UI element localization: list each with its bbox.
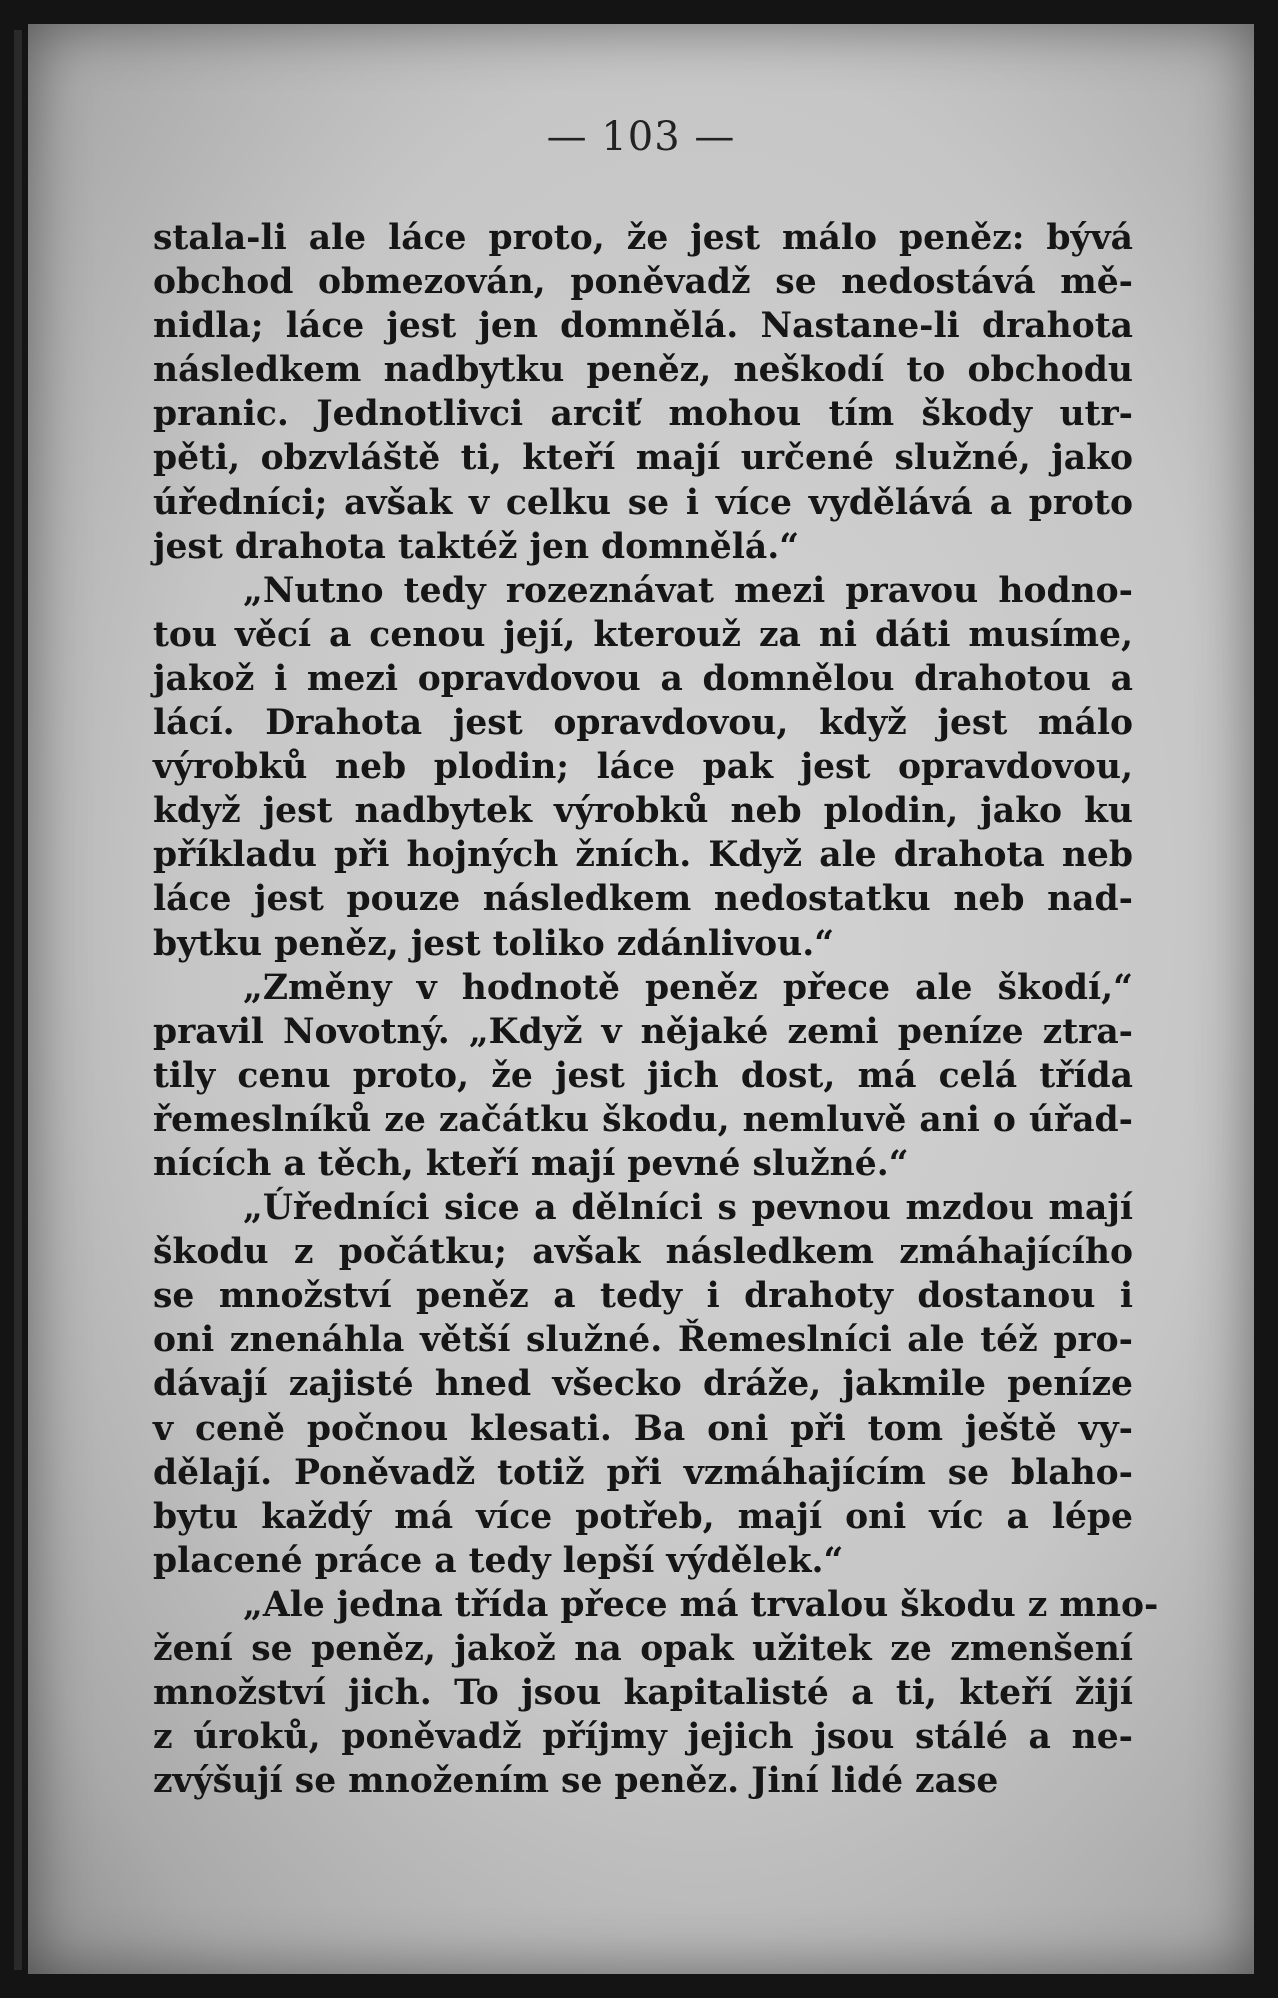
text-line: z úroků, poněvadž příjmy jejich jsou stálé a ne- bbox=[153, 1717, 1133, 1758]
text-line: pravil Novotný. „Když v nějaké zemi peníze ztra- bbox=[153, 1011, 1133, 1052]
page-number: — 103 — bbox=[546, 114, 736, 160]
text-line: nidla; láce jest jen domnělá. Nastane-li drahota bbox=[153, 306, 1133, 347]
text-line: škodu z počátku; avšak následkem zmáhajícího bbox=[153, 1232, 1133, 1273]
text-line: úředníci; avšak v celku se i více vydělává a proto bbox=[153, 482, 1133, 523]
text-line: „Změny v hodnotě peněz přece ale škodí,“ bbox=[243, 967, 1133, 1008]
text-line: placené práce a tedy lepší výdělek.“ bbox=[153, 1540, 844, 1581]
text-line: „Ale jedna třída přece má trvalou škodu z mno- bbox=[243, 1584, 1159, 1625]
text-line: řemeslníků ze začátku škodu, nemluvě ani o úřad- bbox=[153, 1099, 1133, 1140]
text-line: jakož i mezi opravdovou a domnělou drahotou a bbox=[153, 658, 1133, 699]
text-line: se množství peněz a tedy i drahoty dostanou i bbox=[153, 1276, 1133, 1317]
text-line: výrobků neb plodin; láce pak jest opravdovou, bbox=[153, 747, 1133, 788]
text-line: oni znenáhla větší služné. Řemeslníci ale též pro- bbox=[153, 1320, 1133, 1361]
text-line: následkem nadbytku peněz, neškodí to obchodu bbox=[153, 350, 1133, 391]
text-line: tily cenu proto, že jest jich dost, má celá třída bbox=[153, 1055, 1133, 1096]
text-line: nících a těch, kteří mají pevné služné.“ bbox=[153, 1143, 909, 1184]
text-line: „Úředníci sice a dělníci s pevnou mzdou mají bbox=[243, 1188, 1133, 1229]
text-line: stala-li ale láce proto, že jest málo peněz: bývá bbox=[153, 218, 1133, 258]
text-line: v ceně počnou klesati. Ba oni při tom ještě vy- bbox=[153, 1408, 1133, 1449]
text-line: množství jich. To jsou kapitalisté a ti, kteří žijí bbox=[153, 1673, 1133, 1714]
text-line: obchod obmezován, poněvadž se nedostává mě- bbox=[153, 262, 1133, 303]
text-line: pěti, obzvláště ti, kteří mají určené služné, jako bbox=[153, 438, 1133, 479]
text-line: dělají. Poněvadž totiž při vzmáhajícím se blaho- bbox=[153, 1452, 1133, 1493]
paragraph bbox=[153, 966, 1133, 1186]
body-text bbox=[153, 216, 1159, 1803]
text-line: jest drahota taktéž jen domnělá.“ bbox=[153, 526, 800, 567]
paragraph bbox=[153, 216, 1133, 569]
book-binding-edge bbox=[14, 30, 22, 1970]
text-line: bytku peněz, jest toliko zdánlivou.“ bbox=[153, 923, 835, 964]
text-line: „Nutno tedy rozeznávat mezi pravou hodno- bbox=[243, 570, 1133, 611]
paragraph bbox=[153, 1583, 1159, 1803]
text-line: pranic. Jednotlivci arciť mohou tím škody utr- bbox=[153, 394, 1133, 435]
text-line: bytu každý má více potřeb, mají oni víc a lépe bbox=[153, 1496, 1133, 1537]
book-page bbox=[28, 24, 1254, 1974]
text-line: když jest nadbytek výrobků neb plodin, jako ku bbox=[153, 791, 1133, 832]
paragraph bbox=[153, 1186, 1133, 1583]
text-line: žení se peněz, jakož na opak užitek ze zmenšení bbox=[153, 1629, 1133, 1669]
text-line: lácí. Drahota jest opravdovou, když jest málo bbox=[153, 703, 1133, 744]
paragraph bbox=[153, 569, 1133, 966]
text-line: tou věcí a cenou její, kterouž za ni dáti musíme, bbox=[153, 614, 1133, 655]
text-line: láce jest pouze následkem nedostatku neb nad- bbox=[153, 879, 1133, 920]
text-line: dávají zajisté hned všecko dráže, jakmile peníze bbox=[153, 1364, 1133, 1405]
text-line: příkladu při hojných žních. Když ale drahota neb bbox=[153, 835, 1133, 876]
text-line: zvýšují se množením se peněz. Jiní lidé zase bbox=[153, 1761, 999, 1802]
